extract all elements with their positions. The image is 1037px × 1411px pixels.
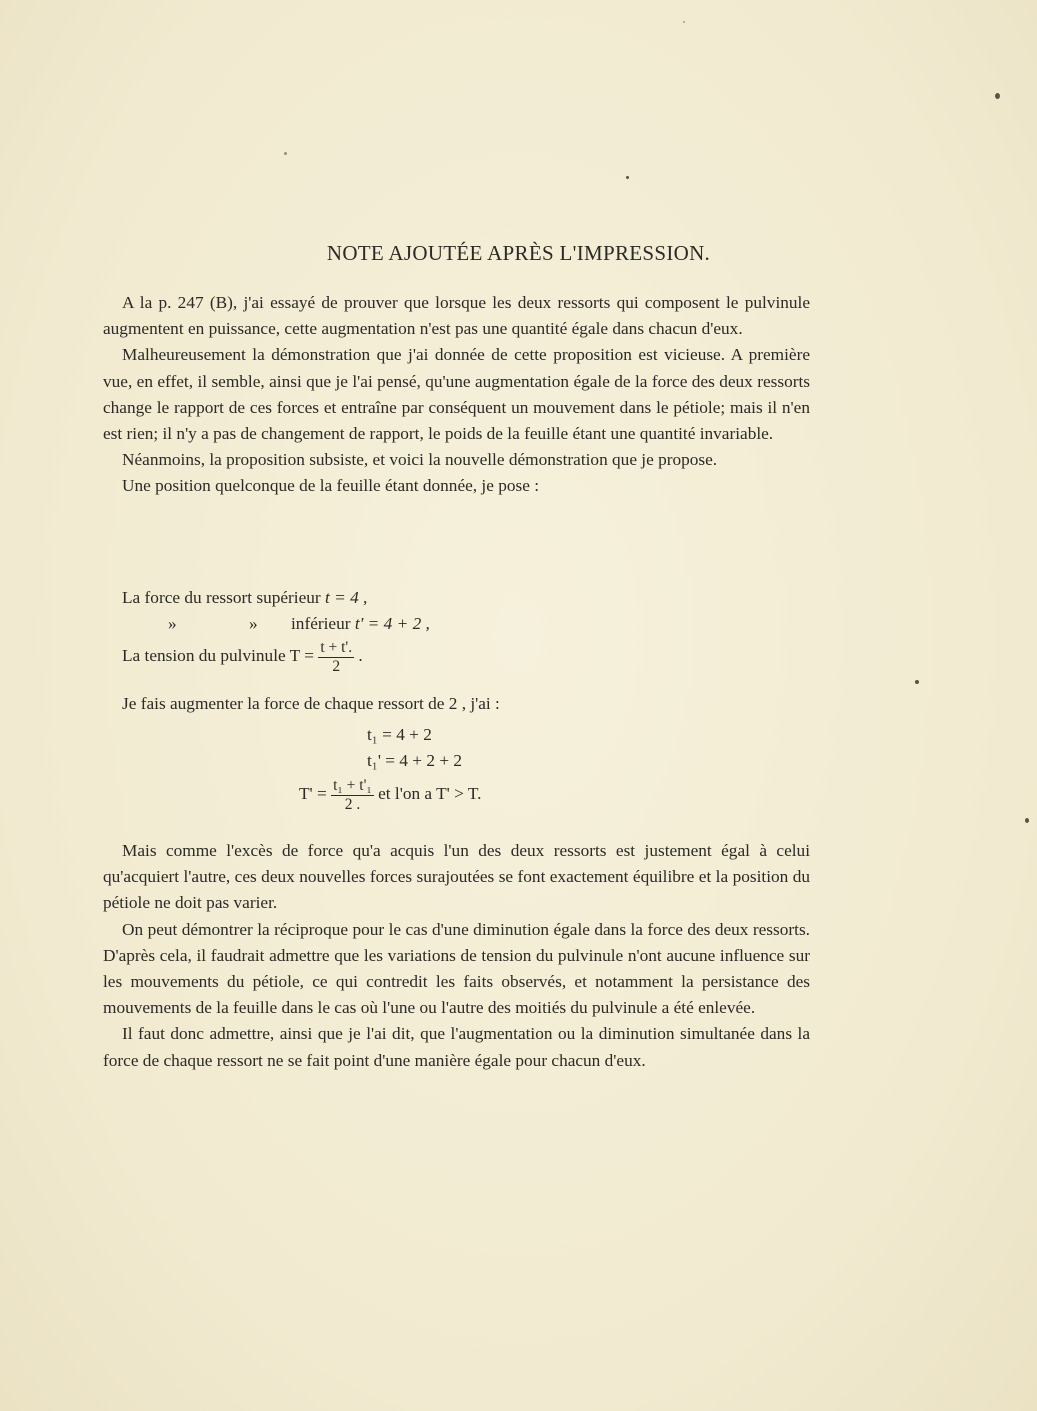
paragraph: Malheureusement la démonstration que j'ai donnée de cette proposition est vicieuse. A première vue, en effet, il semble, ainsi que je l'ai pensé, qu'une augmentation égale de la force des deux ressorts change le rapport de ces forces et entraîne par conséquent un mouvement dans le pétiole; mais il n'en est rien; il n'y a pas de changement de rapport, le poids de la feuille étant une quantité invariable. — [103, 345, 810, 444]
ink-speck — [995, 93, 1000, 99]
text-block-intro — [103, 290, 810, 500]
formula-superior — [122, 588, 367, 608]
paragraph: A la p. 247 (B), j'ai essayé de prouver que lorsque les deux ressorts qui composent le pulvinule augmentent en puissance, cette augmentation n'est pas une quantité égale dans chacun d'eux. — [103, 293, 810, 339]
text-block-conclusion — [103, 838, 810, 1074]
formula-conclusion: et l'on a T' > T. — [378, 783, 482, 803]
formula-inferior — [291, 614, 430, 634]
fraction-numerator: t + t'. — [320, 639, 353, 656]
paragraph: Mais comme l'excès de force qu'a acquis l'un des deux ressorts est justement égal à celui qu'acquiert l'autre, ces deux nouvelles forces surajoutées se font exactement équilibre et la position du pétiole ne doit pas varier. — [103, 841, 810, 913]
formula-label: La force du ressort supérieur — [122, 588, 321, 607]
formula-t1: t₁ = 4 + 2 — [367, 725, 432, 744]
ditto-mark: » — [168, 614, 177, 633]
formula-t-prime — [299, 778, 481, 812]
ink-speck — [915, 680, 919, 684]
formula-equation: t' = 4 + 2 , — [354, 614, 430, 633]
ink-speck — [683, 21, 685, 23]
formula-end: . — [358, 645, 363, 665]
fraction-numerator: t₁ + t'₁ — [333, 777, 372, 794]
fraction-denominator: 2 . — [344, 795, 361, 813]
ditto-mark: » — [249, 614, 258, 633]
increase-text: Je fais augmenter la force de chaque ressort de 2 , j'ai : — [122, 694, 500, 713]
formula-t1-prime: t₁' = 4 + 2 + 2 — [367, 751, 463, 770]
formula-label: La tension du pulvinule T = — [122, 645, 314, 665]
page-title: NOTE AJOUTÉE APRÈS L'IMPRESSION. — [326, 241, 711, 265]
formula-equation: t = 4 , — [324, 588, 368, 607]
fraction — [331, 778, 374, 812]
formula-tension — [122, 640, 363, 674]
ink-speck — [626, 176, 629, 179]
paragraph: Il faut donc admettre, ainsi que je l'ai dit, que l'augmentation ou la diminution simultanée dans la force de chaque ressort ne se fait point d'une manière égale pour chacun d'eux. — [103, 1024, 810, 1070]
paragraph: Une position quelconque de la feuille étant donnée, je pose : — [122, 476, 540, 496]
ink-speck — [1025, 818, 1029, 823]
paragraph: Néanmoins, la proposition subsiste, et voici la nouvelle démonstration que je propose. — [122, 450, 718, 470]
fraction — [318, 640, 354, 674]
paragraph: On peut démontrer la réciproque pour le cas d'une diminution égale dans la force des deux ressorts. D'après cela, il faudrait admettre que les variations de tension du pulvinule n'ont aucune influence sur les mouvements du pétiole, ce qui contredit les faits observés, et notamment la persistance des mouvements de la feuille dans le cas où l'une ou l'autre des moitiés du pulvinule a été enlevée. — [103, 919, 810, 1018]
formula-label: inférieur — [291, 614, 351, 633]
formula-label: T' = — [299, 783, 327, 803]
fraction-denominator: 2 — [332, 657, 341, 675]
ink-speck — [284, 152, 287, 155]
